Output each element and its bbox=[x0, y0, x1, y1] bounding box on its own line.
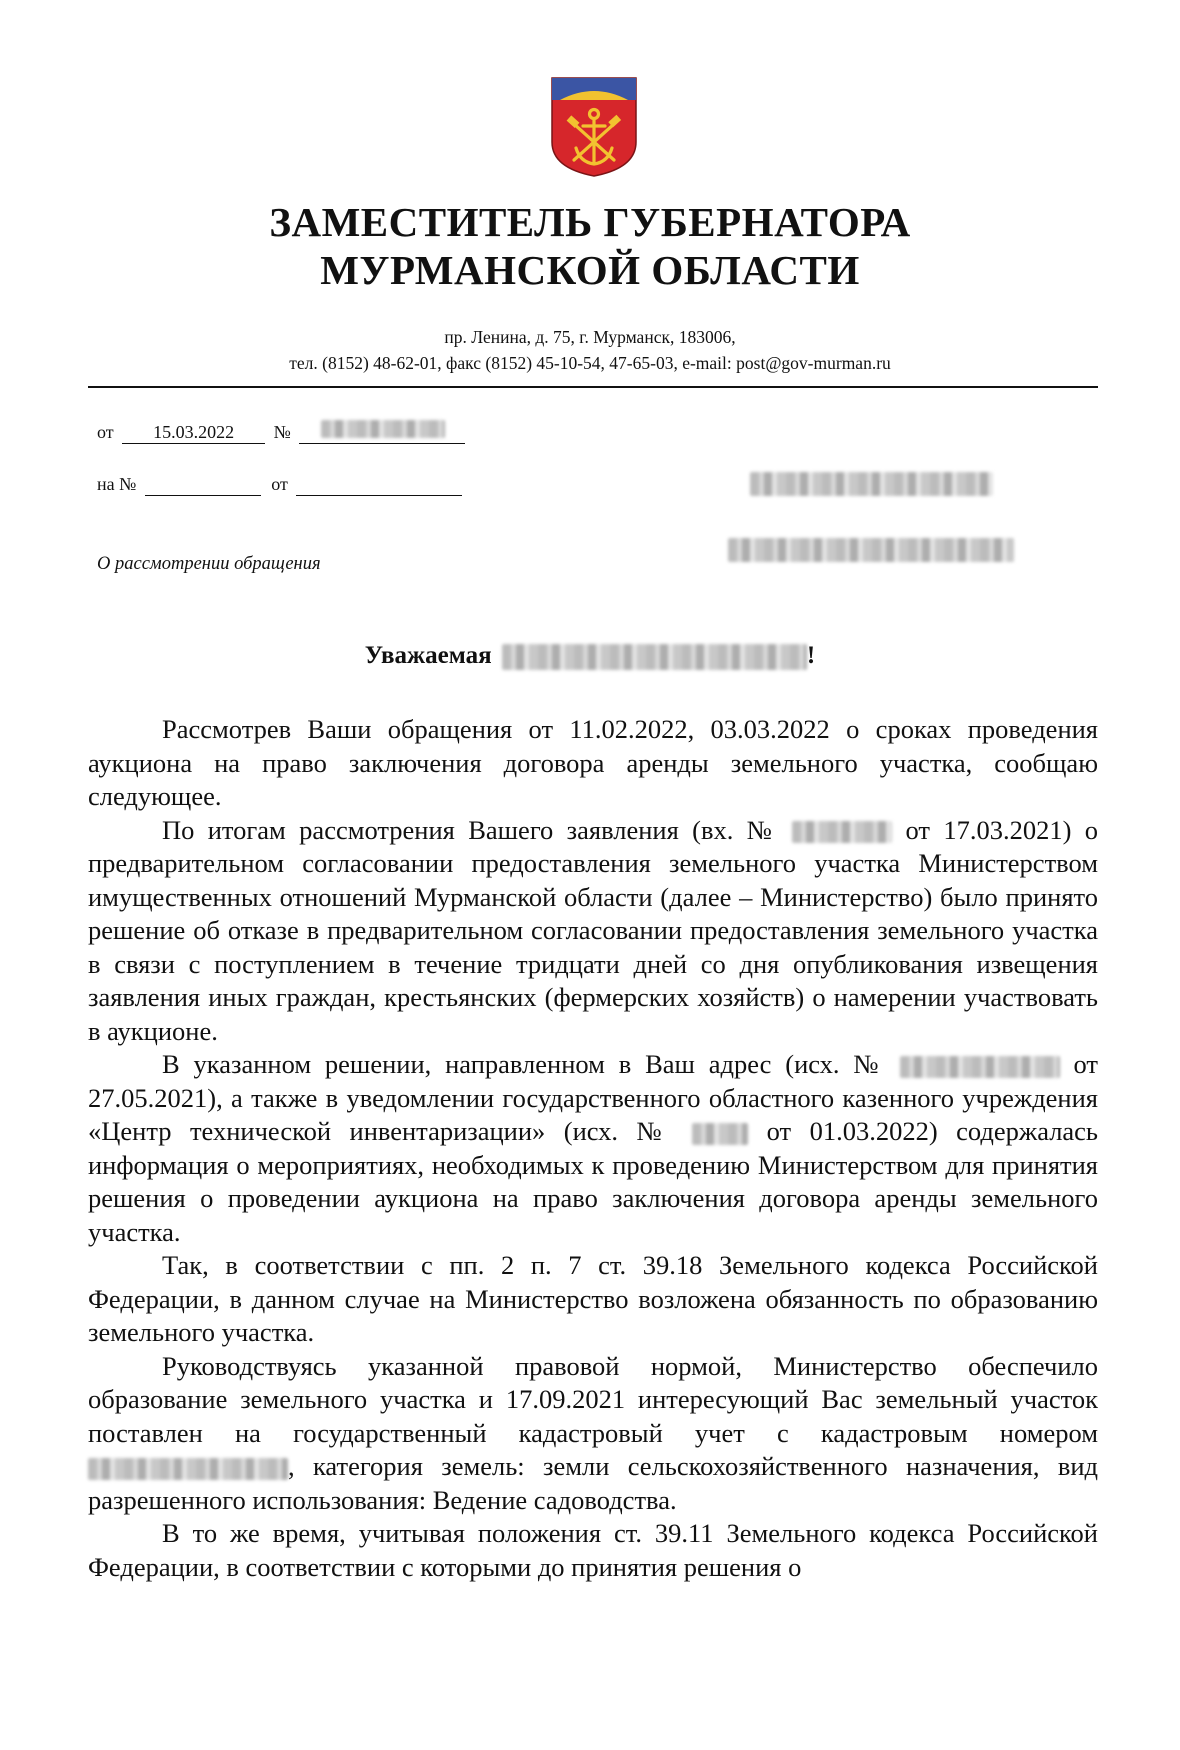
redacted-cadastral-number bbox=[88, 1458, 288, 1480]
sender-address bbox=[0, 324, 1180, 376]
paragraph-2: По итогам рассмотрения Вашего заявления (вх. № от 17.03.2021) о предварительном согласовании предоставления земельного участка Министерством имущественных отношений Мурманской области (далее – Министерство) было принято решение об отказе в предварительном согласовании предоставления земельного участка в связи с поступлением в течение тридцати дней со дня опубликования извещения заявления иных граждан, крестьянских (фермерских хозяйств) о намерении участвовать в аукционе. bbox=[88, 814, 1099, 1046]
ref-number-label: на № bbox=[97, 474, 137, 494]
document-title bbox=[0, 198, 1180, 294]
from-label: от bbox=[97, 422, 114, 442]
ref-date-field bbox=[296, 474, 462, 496]
number-label: № bbox=[273, 422, 291, 442]
ref-number-field bbox=[145, 474, 261, 496]
incoming-ref-row bbox=[97, 474, 462, 496]
letter-date: 15.03.2022 bbox=[122, 422, 265, 444]
redacted-recipient-name bbox=[750, 472, 993, 496]
redacted-outgoing-number bbox=[900, 1056, 1060, 1078]
greeting-suffix: ! bbox=[806, 642, 816, 669]
header-divider bbox=[88, 386, 1098, 388]
redacted-recipient-address bbox=[728, 538, 1014, 562]
murmansk-coat-of-arms-icon bbox=[550, 76, 638, 178]
paragraph-1: Рассмотрев Ваши обращения от 11.02.2022, 03.03.2022 о сроках проведения аукциона на право заключения договора аренды земельного участка, сообщаю следующее. bbox=[88, 714, 1098, 811]
letter-number-field bbox=[299, 422, 465, 444]
greeting bbox=[0, 642, 1180, 670]
redacted-incoming-number bbox=[792, 821, 892, 843]
paragraph-6: В то же время, учитывая положения ст. 39.11 Земельного кодекса Российской Федерации, в соответствии с которыми до принятия решения о bbox=[88, 1518, 1098, 1582]
redacted-letter-number bbox=[321, 420, 445, 438]
redacted-addressee-name bbox=[502, 644, 807, 670]
paragraph-4: Так, в соответствии с пп. 2 п. 7 ст. 39.18 Земельного кодекса Российской Федерации, в данном случае на Министерство возложена обязанность по образованию земельного участка. bbox=[88, 1250, 1098, 1347]
address-line-1: пр. Ленина, д. 75, г. Мурманск, 183006, bbox=[444, 327, 736, 347]
paragraph-3: В указанном решении, направленном в Ваш адрес (исх. № от 27.05.2021), а также в уведомлении государственного областного казенного учреждения «Центр технической инвентаризации» (исх. № от 01.03.2022) содержалась информация о мероприятиях, необходимых к проведению Министерством для принятия решения о проведении аукциона на право заключения договора аренды земельного участка. bbox=[88, 1049, 1099, 1247]
address-line-2: тел. (8152) 48-62-01, факс (8152) 45-10-54, 47-65-03, e-mail: post@gov-murman.ru bbox=[289, 353, 891, 373]
greeting-prefix: Уважаемая bbox=[364, 642, 492, 669]
title-line-2: МУРМАНСКОЙ ОБЛАСТИ bbox=[320, 247, 860, 293]
outgoing-ref-row bbox=[97, 422, 465, 444]
letter-subject: О рассмотрении обращения bbox=[97, 554, 321, 574]
paragraph-5: Руководствуясь указанной правовой нормой, Министерство обеспечило образование земельного участка и 17.09.2021 интересующий Вас земельный участок поставлен на государственный кадастровый учет с кадастровым номером , категория земель: земли сельскохозяйственного назначения, вид разрешенного использования: Ведение садоводства. bbox=[88, 1350, 1098, 1515]
title-line-1: ЗАМЕСТИТЕЛЬ ГУБЕРНАТОРА bbox=[269, 199, 911, 245]
ref-from-label: от bbox=[271, 474, 288, 494]
redacted-cti-number bbox=[692, 1123, 748, 1145]
letter-body bbox=[88, 713, 1098, 1584]
